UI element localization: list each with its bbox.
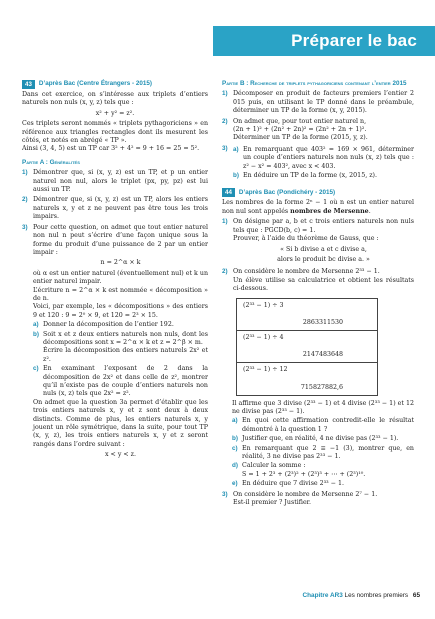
- sub-question-b: b) En déduire un TP de la forme (x, 2015, z).: [233, 172, 377, 180]
- header-band: [0, 0, 435, 62]
- exercise-intro: Dans cet exercice, on s’intéresse aux triplets d’entiers naturels non nuls (x, y, z) tels que :: [22, 91, 208, 107]
- page-number: 65: [412, 592, 420, 599]
- question-3: 3) On considère le nombre de Mersenne 2⁷ − 1. Est-il premier ? Justifier.: [222, 490, 378, 506]
- equation: x² + y² = z².: [95, 109, 135, 117]
- paragraph: On admet que la question 3a permet d’établir que les trois entiers naturels x, y et z sont deux à deux distincts. Comme de plus, les entiers naturels x, y jouent un rôle symétrique, dans la suite, pour tout TP (x, y, z), les trois entiers naturels x, y et z seront rangés dans l’ordre suivant :: [33, 398, 208, 448]
- exercise-number-badge: 44: [222, 188, 235, 197]
- question-1: 1) Démontrer que, si (x, y, z) est un TP, et p un entier naturel non nul, alors le triplet (px, py, pz) est lui aussi un TP.: [22, 169, 208, 194]
- exercise-43-header: [22, 80, 208, 89]
- page-footer: [270, 592, 420, 599]
- calculator-row: (2³³ − 1) ÷ 12 715827882,6: [243, 365, 343, 392]
- sub-question-b: b) Justifier que, en réalité, 4 ne divise pas (2³³ − 1).: [232, 435, 399, 443]
- equation: x < y < z.: [105, 451, 136, 459]
- equation: n = 2^α × k: [100, 259, 141, 267]
- page-title: Préparer le bac: [291, 31, 417, 50]
- right-column: [222, 80, 414, 507]
- part-b-title: Partie B : Recherche de triplets pythagoriciens contenant l’entier 2015: [222, 80, 407, 87]
- sub-question-a: a) En remarquant que 403² = 169 × 961, déterminer un couple d’entiers naturels non nuls (x, z) tels que : z² − x² = 403², avec x < 403.: [233, 145, 414, 170]
- equation: (2n + 1)² + (2n² + 2n)² = (2n² + 2n + 1)².: [233, 126, 367, 134]
- exercise-title: D’après Bac (Centre Étrangers - 2015): [38, 80, 152, 88]
- sub-question-b: b) Soit x et z deux entiers naturels non nuls, dont les décompositions sont x = 2^α × k et z = 2^β × m. Écrire la décomposition des entiers naturels 2x² et z².: [33, 330, 208, 363]
- calculator-screen: [236, 298, 378, 396]
- question-3: 3) Pour cette question, on admet que tout entier naturel non nul n peut s’écrire d’une façon unique sous la forme du produit d’une puissance de 2 par un entier impair : n = 2^α × k où α est un entier naturel (éventuellement nul) et k un entier naturel impair. L’écriture n = 2^α × k est nommée « décomposition » de n. Voici, par exemple, les « décompositions » des entiers 9 et 120 : 9 = 2⁰ × 9, et 120 = 2³ × 15. a) Donner la décomposition de l’entier 192. b) Soit x et z deux entiers naturels non nuls, dont les décompositions sont x = 2^α × k et z = 2^β × m. Écrire la décomposition des entiers naturels 2x² et z². c) En examinant l’exposant de 2 dans la décomposition de 2x² et dans celle de z², montrer qu’il n’existe pas de couple d’entiers naturels non nuls (x, z) tels que 2x² = z². On admet que la question 3a permet d’établir que les trois entiers naturels x, y et z sont deux à deux distincts. Comme de plus, les entiers naturels x, y jouent un rôle symétrique, dans la suite, pour tout TP (x, y, z), les trois entiers naturels x, y et z seront rangés dans l’ordre suivant : x < y < z.: [22, 223, 208, 459]
- left-column: [22, 80, 208, 462]
- exercise-number-badge: 43: [22, 80, 35, 89]
- question-2: 2) Démontrer que, si (x, y, z) est un TP, alors les entiers naturels x, y et z ne peuvent pas être tous les trois impairs.: [22, 196, 208, 221]
- exercise-intro: Les nombres de la forme 2ⁿ − 1 où n est un entier naturel non nul sont appelés nombres de Mersenne.: [222, 199, 414, 215]
- question-2-continued: Il affirme que 3 divise (2³³ − 1) et 4 divise (2³³ − 1) et 12 ne divise pas (2³³ − 1). a) En quoi cette affirmation contredit-elle le résultat démontré à la question 1 ? b) Justifier que, en réalité, 4 ne divise pas (2³³ − 1). c) En remarquant que 2 ≡ −1 (3), montrer que, en réalité, 3 ne divise pas 2³³ − 1. d) Calculer la somme : S = 1 + 2³ + (2³)² + (2³)³ + ⋯ + (2³)¹⁰. e) En déduire que 7 divise 2³³ − 1.: [232, 399, 414, 488]
- paragraph: Ces triplets seront nommés « triplets pythagoriciens » en référence aux triangles rectangles dont ils mesurent les côtés, et notés en abrégé « TP ».: [22, 120, 208, 145]
- question-1: 1) On désigne par a, b et c trois entiers naturels non nuls tels que : PGCD(b, c) = 1. Prouver, à l’aide du théorème de Gauss, que : « Si b divise a et c divise a, alors le produit bc divise a. »: [222, 218, 414, 263]
- calculator-row: (2³³ − 1) ÷ 4 2147483648: [237, 331, 377, 363]
- footer-section: Les nombres premiers: [344, 592, 409, 599]
- exercise-44-header: [222, 188, 414, 197]
- exercise-title: D’après Bac (Pondichéry - 2015): [238, 188, 336, 196]
- sub-question-e: e) En déduire que 7 divise 2³³ − 1.: [232, 480, 344, 488]
- sub-question-a: a) Donner la décomposition de l’entier 192.: [33, 321, 174, 329]
- footer-chapter: Chapitre AR3: [302, 592, 343, 599]
- header-bar: [213, 26, 435, 56]
- question-1: 1) Décomposer en produit de facteurs premiers l’entier 2 015 puis, en utilisant le TP donné dans le préambule, déterminer un TP de la forme (x, y, 2015).: [222, 90, 414, 115]
- calculator-row: (2³³ − 1) ÷ 3 2863311530: [237, 299, 377, 331]
- part-a-title: Partie A : Généralités: [22, 158, 80, 166]
- sub-question-c: c) En examinant l’exposant de 2 dans la décomposition de 2x² et dans celle de z², montrer qu’il n’existe pas de couple d’entiers naturels non nuls (x, z) tels que 2x² = z².: [33, 365, 208, 398]
- sub-question-c: c) En remarquant que 2 ≡ −1 (3), montrer que, en réalité, 3 ne divise pas 2³³ − 1.: [232, 444, 414, 460]
- equation: S = 1 + 2³ + (2³)² + (2³)³ + ⋯ + (2³)¹⁰.: [242, 470, 366, 478]
- question-2: 2) On admet que, pour tout entier naturel n, (2n + 1)² + (2n² + 2n)² = (2n² + 2n + 1)². Déterminer un TP de la forme (2015, y, z).: [222, 118, 414, 143]
- question-2: 2) On considère le nombre de Mersenne 2³³ − 1. Un élève utilise sa calculatrice et obtient les résultats ci-dessous.: [222, 268, 414, 293]
- sub-question-a: a) En quoi cette affirmation contredit-elle le résultat démontré à la question 1 ?: [232, 417, 414, 433]
- question-3: 3) a) En remarquant que 403² = 169 × 961, déterminer un couple d’entiers naturels non nuls (x, z) tels que : z² − x² = 403², avec x < 403. b) En déduire un TP de la forme (x, 2015, z).: [222, 144, 414, 180]
- paragraph: Ainsi (3, 4, 5) est un TP car 3² + 4² = 9 + 16 = 25 = 5².: [22, 145, 200, 153]
- sub-question-d: d) Calculer la somme : S = 1 + 2³ + (2³)² + (2³)³ + ⋯ + (2³)¹⁰.: [232, 462, 414, 479]
